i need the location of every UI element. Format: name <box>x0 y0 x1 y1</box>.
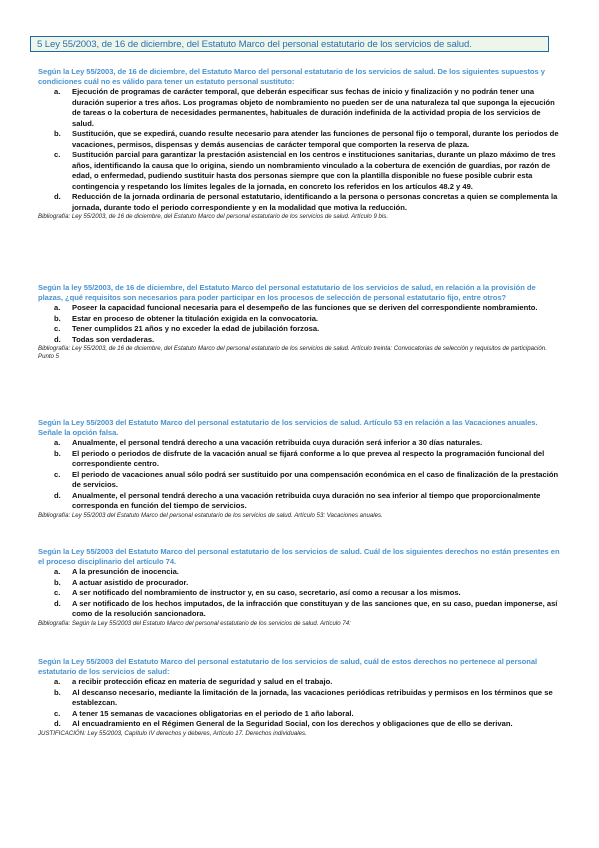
question-stem: Según la Ley 55/2003 del Estatuto Marco del personal estatutario de los servicios de salud, cuál de estos derechos no pertenece al personal estatutario de los servicios de salud: <box>38 657 538 676</box>
bibliography-note: Bibliografía: Según la Ley 55/2003 del Estatuto Marco del personal estatutario de los servicios de salud. Artículo 74: <box>38 619 351 627</box>
option-list <box>38 303 560 345</box>
option-text: Sustitución, que se expedirá, cuando resulte necesario para atender las funciones de personal fijo o temporal, durante los periodos de vacaciones, permisos, dispensas y demás ausencias de carácter temporal que comporten la reserva de plaza. <box>72 129 559 149</box>
option-letter: c. <box>54 708 61 718</box>
option-text: El periodo o periodos de disfrute de la vacación anual se fijará conforme a lo que prevea al respecto la programación funcional del correspondiente centro. <box>72 448 545 468</box>
option-item <box>38 303 560 314</box>
question-stem: Según la Ley 55/2003 del Estatuto Marco del personal estatutario de los servicios de salud. Artículo 53 en relación a las Vacaciones anuales. Señale la opción falsa. <box>38 418 538 437</box>
option-item <box>38 491 560 512</box>
option-text: a recibir protección eficaz en materia de seguridad y salud en el trabajo. <box>72 677 333 686</box>
option-letter: a. <box>54 567 61 576</box>
option-item <box>38 677 560 688</box>
option-letter: c. <box>54 150 61 159</box>
option-item <box>38 324 560 335</box>
option-letter: c. <box>54 588 61 597</box>
option-letter: b. <box>54 577 61 587</box>
bibliography-note: Bibliografía: Ley 55/2003, de 16 de diciembre, del Estatuto Marco del personal estatutario de los servicios de salud. Artículo treinta: Convocatorias de selección y requisitos de participación. Punto 5 <box>38 345 547 361</box>
option-list <box>38 87 560 213</box>
option-letter: d. <box>54 598 61 608</box>
option-text: A tener 15 semanas de vacaciones obligatorias en el periodo de 1 año laboral. <box>72 708 354 718</box>
option-text: Ejecución de programas de carácter temporal, que deberán especificar sus fechas de inicio y finalización y no podrán tener una duración superior a tres años. Los programas objeto de nombramiento no pueden ser de una naturaleza tal que suponga la ejecución de tareas o la cobertura de necesidades permanentes, habituales de duración indefinida de la actividad propia de los servicios de salud. <box>72 87 555 128</box>
option-item <box>38 87 560 129</box>
option-item <box>38 192 560 213</box>
bibliography-note: Bibliografía: Ley 55/2003 del Estatuto Marco del personal estatutario de los servicios de salud. Artículo 53: Vacaciones anuales. <box>38 511 383 519</box>
option-item <box>38 449 560 470</box>
option-text: Reducción de la jornada ordinaria de personal estatutario, identificando a la persona o personas concretas a quien se complementa la jornada, durante todo el periodo correspondiente y en la modalidad que motiva la reducción. <box>72 192 558 212</box>
option-text: Al encuadramiento en el Régimen General de la Seguridad Social, con los derechos y obligaciones que de ello se derivan. <box>72 719 513 728</box>
option-text: Estar en proceso de obtener la titulación exigida en la convocatoria. <box>72 313 319 323</box>
option-list <box>38 677 560 730</box>
question-stem: Según la ley 55/2003, de 16 de diciembre, del Estatuto Marco del personal estatutario de los servicios de salud, en relación a la provisión de plazas, ¿qué requisitos son necesarios para poder participar en los procesos de selección de personal estatutario fijo, entre otros? <box>38 283 536 302</box>
option-text: A la presunción de inocencia. <box>72 567 179 576</box>
question-block <box>38 657 560 738</box>
option-letter: b. <box>54 313 61 323</box>
question-block <box>38 418 560 520</box>
option-letter: d. <box>54 719 61 728</box>
option-letter: b. <box>54 687 61 697</box>
option-letter: a. <box>54 303 61 312</box>
option-text: Anualmente, el personal tendrá derecho a una vacación retribuida cuya duración no sea inferior al tiempo que proporcionalmente corresponda en función del tiempo de servicios. <box>72 490 541 510</box>
question-block <box>38 547 560 628</box>
option-letter: d. <box>54 334 61 344</box>
option-text: A ser notificado del nombramiento de instructor y, en su caso, secretario, así como a recusar a los mismos. <box>72 588 461 597</box>
option-letter: a. <box>54 87 61 96</box>
option-text: Al descanso necesario, mediante la limitación de la jornada, las vacaciones periódicas retribuidas y permisos en los términos que se establezcan. <box>72 687 553 707</box>
option-item <box>38 688 560 709</box>
option-item <box>38 129 560 150</box>
section-title: 5 Ley 55/2003, de 16 de diciembre, del Estatuto Marco del personal estatutario de los servicios de salud. <box>37 39 472 50</box>
option-item <box>38 150 560 192</box>
question-block <box>38 67 560 221</box>
option-item <box>38 599 560 620</box>
option-item <box>38 709 560 720</box>
option-letter: a. <box>54 438 61 447</box>
option-text: A ser notificado de los hechos imputados, de la infracción que constituyan y de las sanciones que, en su caso, puedan imponerse, así como de la resolución sancionadora. <box>72 598 558 618</box>
option-item <box>38 314 560 325</box>
question-block <box>38 283 560 361</box>
option-item <box>38 567 560 578</box>
option-item <box>38 578 560 589</box>
bibliography-note: JUSTIFICACIÓN: Ley 55/2003, Capítulo IV derechos y deberes, Artículo 17. Derechos individuales. <box>38 729 307 737</box>
option-letter: c. <box>54 469 61 479</box>
bibliography-note: Bibliografía: Ley 55/2003, de 16 de diciembre, del Estatuto Marco del personal estatutario de los servicios de salud. Artículo 9 bis. <box>38 213 389 220</box>
section-header <box>30 36 549 52</box>
option-text: El periodo de vacaciones anual sólo podrá ser sustituido por una compensación económica en el caso de finalización de la prestación de servicios. <box>72 469 559 489</box>
option-text: Sustitución parcial para garantizar la prestación asistencial en los centros e instituciones sanitarias, durante un plazo máximo de tres años, identificando la causa que lo origina, siendo un nombramiento vinculado a la cobertura de exención de guardias, por razón de edad, o enfermedad, pudiendo sustituir hasta dos personas siempre que con la plantilla disponible no fuese posible cubrir esta contingencia y respetando los límites legales de la jornada, en concreto los referidos en los artículos 48.2 y 49. <box>72 150 556 191</box>
option-text: Anualmente, el personal tendrá derecho a una vacación retribuida cuya duración será inferior a 30 días naturales. <box>72 438 483 447</box>
option-item <box>38 588 560 599</box>
option-text: Todas son verdaderas. <box>72 334 155 344</box>
option-letter: d. <box>54 192 61 201</box>
option-text: A actuar asistido de procurador. <box>72 577 189 587</box>
option-item <box>38 719 560 730</box>
option-letter: d. <box>54 490 61 500</box>
option-text: Tener cumplidos 21 años y no exceder la edad de jubilación forzosa. <box>72 324 320 333</box>
question-stem: Según la Ley 55/2003 del Estatuto Marco del personal estatutario de los servicios de salud. Cuál de los siguientes derechos no están presentes en el proceso disciplinario del artículo 74. <box>38 547 560 566</box>
option-list <box>38 567 560 620</box>
option-letter: b. <box>54 448 61 458</box>
option-list <box>38 438 560 512</box>
option-item <box>38 470 560 491</box>
option-text: Poseer la capacidad funcional necesaria para el desempeño de las funciones que se deriven del correspondiente nombramiento. <box>72 303 538 312</box>
option-letter: a. <box>54 677 61 686</box>
option-letter: c. <box>54 324 61 333</box>
option-letter: b. <box>54 129 61 138</box>
option-item <box>38 438 560 449</box>
question-stem: Según la Ley 55/2003, de 16 de diciembre, del Estatuto Marco del personal estatutario de los servicios de salud. De los siguientes supuestos y condiciones cuál no es válido para tener un estatuto personal sustituto: <box>38 67 545 86</box>
option-item <box>38 335 560 346</box>
